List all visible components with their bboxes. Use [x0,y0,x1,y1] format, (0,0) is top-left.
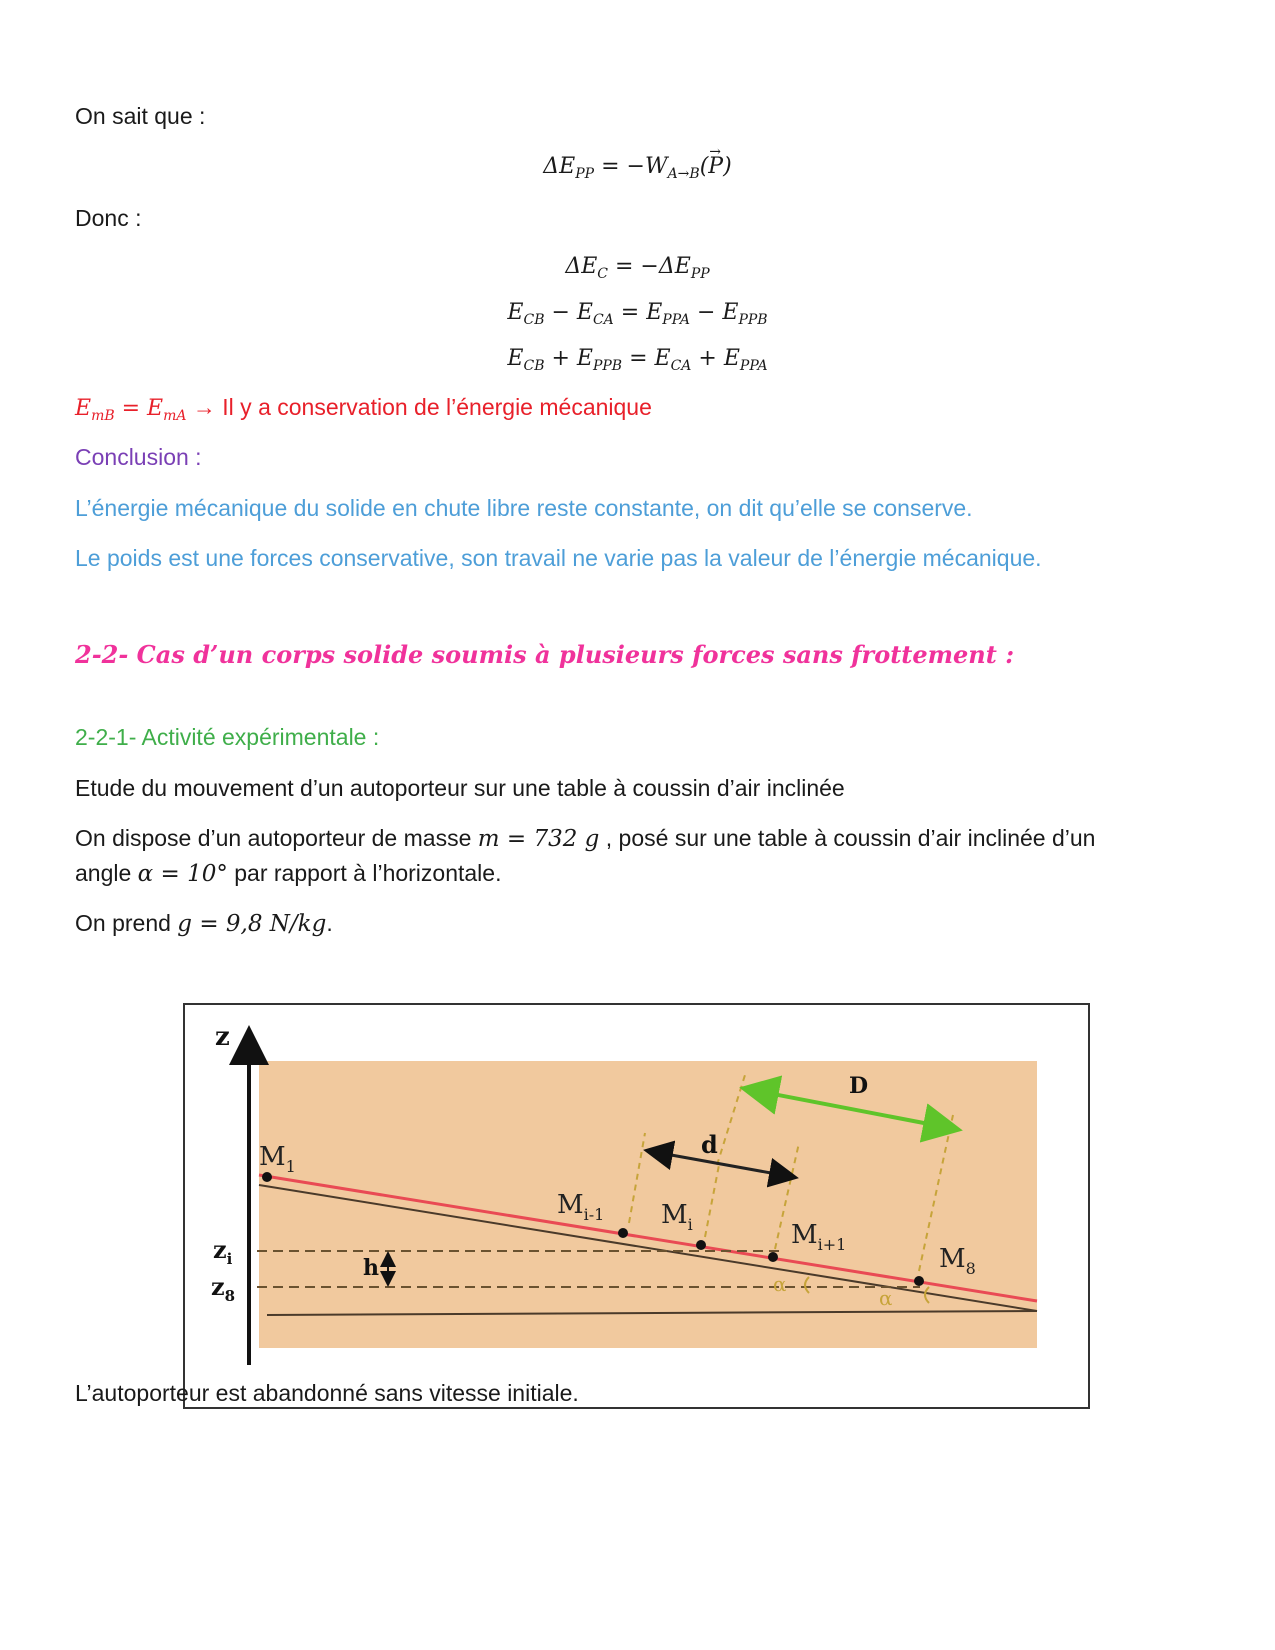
angle-text: angle α = 10° par rapport à l’horizontale. [75,860,502,887]
point-mi-1 [618,1228,628,1238]
intro-text: On sait que : [75,103,206,129]
figure-svg [185,1005,1088,1407]
alpha-label-1: α [773,1272,787,1296]
dispose-text: On dispose d’un autoporteur de masse m = 732 g , posé sur une table à coussin d’air inclinée d’un [75,825,1096,852]
study-text: Etude du mouvement d’un autoporteur sur une table à coussin d’air inclinée [75,775,845,801]
donc-text: Donc : [75,205,142,231]
conclusion-heading: Conclusion : [75,444,202,470]
conservation-statement: $E_{mB} = E_{mA} \to Il$ y a conservation de l’énergie mécanique [75,394,652,424]
label-mi: $M_i$ [661,1200,693,1234]
label-m1: $M_1$ [259,1142,296,1176]
inclined-table-figure [183,1003,1090,1409]
zi-label: $z_i$ [213,1235,233,1268]
equation-kinetic: $\Delta E_C = -\Delta E_{PP}$ [565,254,710,282]
section-title: 2-2- Cas d’un corps solide soumis à plusieurs forces sans frottement : [75,640,1015,669]
z-axis-label: z [215,1022,230,1052]
D-label: D [849,1073,869,1099]
label-mi-1: $M_{i-1}$ [557,1190,605,1224]
z8-label: $z_8$ [211,1272,236,1305]
point-mi+1 [768,1252,778,1262]
label-mi+1: $M_{i+1}$ [791,1220,847,1254]
d-label: d [701,1130,718,1159]
subsection-title: 2-2-1- Activité expérimentale : [75,724,380,750]
equation-sum: $E_{CB} + E_{PPB} = E_{CA} + E_{PPA}$ [507,346,768,374]
label-m8: $M_8$ [939,1244,976,1278]
conclusion-text-2: Le poids est une forces conservative, son travail ne varie pas la valeur de l’énergie mécanique. [75,545,1042,571]
point-mi [696,1240,706,1250]
gravity-text: On prend g = 9,8 N/kg. [75,910,333,937]
equation-difference: $E_{CB} - E_{CA} = E_{PPA} - E_{PPB}$ [507,300,768,328]
point-m8 [914,1276,924,1286]
final-text: L’autoporteur est abandonné sans vitesse initiale. [75,1380,579,1406]
alpha-label-2: α [879,1286,893,1310]
point-m1 [262,1172,272,1182]
conclusion-text-1: L’énergie mécanique du solide en chute libre reste constante, on dit qu’elle se conserve. [75,495,973,521]
h-label: h [363,1255,379,1281]
equation-work-weight: $\Delta E_{PP} = -W_{A\to B}(\to P)$ [0,152,1275,182]
